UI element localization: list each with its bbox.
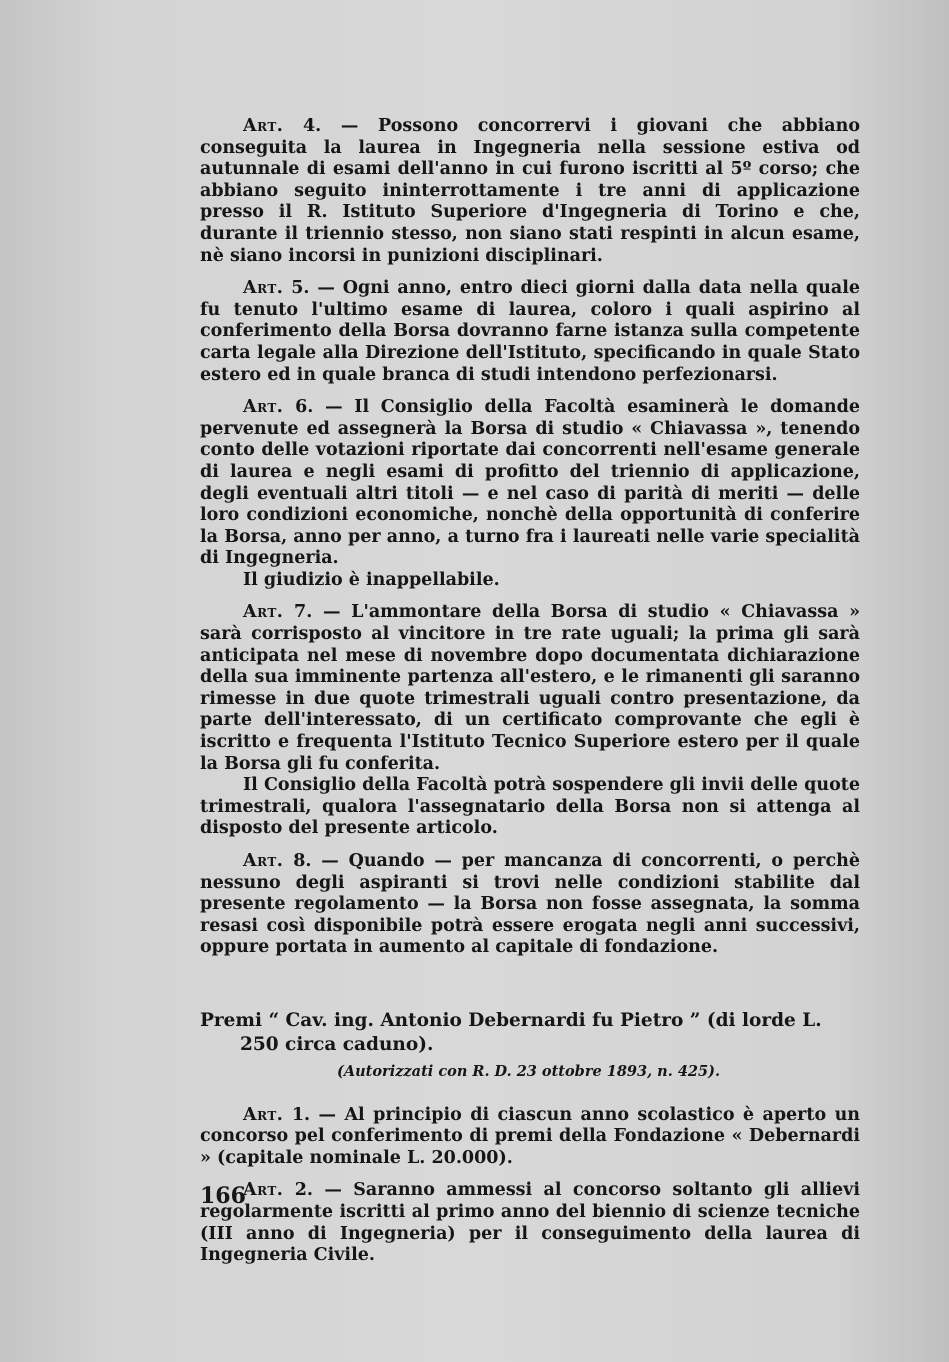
article-6-text: — Il Consiglio della Facoltà esaminerà le domande pervenute ed assegnerà la Borsa di studio « Chiavassa », tenendo conto delle votazioni riportate dai concorrenti nell'esame generale di laurea e negli esami di profitto del triennio di applicazione, degli eventuali altri titoli — e nel caso di parità di meriti — delle loro condizioni economiche, nonchè della opportunità di conferire la Borsa, anno per anno, a turno fra i laureati nelle varie specialità di Ingegneria. xyxy=(200,397,861,569)
article-8-label: Art. xyxy=(243,851,284,871)
section-article-1 xyxy=(200,1105,860,1170)
section-article-1-text: — Al principio di ciascun anno scolastico è aperto un concorso pel conferimento di premi della Fondazione « Debernardi » (capitale nominale L. 20.000). xyxy=(200,1104,861,1168)
article-8-text: — Quando — per mancanza di concorrenti, o perchè nessuno degli aspiranti si trovi nelle condizioni stabilite dal presente regolamento — la Borsa non fosse assegnata, la somma resasi così disponibile potrà essere erogata negli anni successivi, oppure portata in aumento al capitale di fondazione. xyxy=(200,851,860,958)
article-7-text: — L'ammontare della Borsa di studio « Chiavassa » sarà corrisposto al vincitore in tre rate uguali; la prima gli sarà anticipata nel mese di novembre dopo documentata dichiarazione della sua imminente partenza all'estero, e le rimanenti gli saranno rimesse in due quote trimestrali uguali contro presentazione, da parte dell'interessato, di un certificato comprovante che egli è iscritto e frequenta l'Istituto Tecnico Superiore estero per il quale la Borsa gli fu conferita. xyxy=(200,602,861,774)
section-authorization: (Autorizzati con R. D. 23 ottobre 1893, n. 425). xyxy=(337,1062,720,1080)
article-7-label: Art. xyxy=(243,602,284,623)
article-5-label: Art. xyxy=(243,278,284,299)
article-5-number: 5. xyxy=(291,278,310,299)
section-article-2-number: 2. xyxy=(294,1180,314,1201)
article-5 xyxy=(200,278,860,386)
article-6 xyxy=(200,397,860,570)
article-6-number: 6. xyxy=(295,397,314,418)
article-7-number: 7. xyxy=(294,602,313,623)
page-body xyxy=(200,116,860,1267)
article-7-paragraph-2: Il Consiglio della Facoltà potrà sospendere gli invii delle quote trimestrali, qualora l'assegnatario della Borsa non si attenga al disposto del presente articolo. xyxy=(200,775,860,839)
article-7 xyxy=(200,602,860,775)
article-6-verdict: Il giudizio è inappellabile. xyxy=(243,569,500,590)
article-6-label: Art. xyxy=(243,397,284,418)
section-article-2-label: Art. xyxy=(243,1180,284,1201)
section-article-1-label: Art. xyxy=(243,1104,284,1125)
article-5-text: — Ogni anno, entro dieci giorni dalla data nella quale fu tenuto l'ultimo esame di laurea, coloro i quali aspirino al conferimento della Borsa dovranno farne istanza sulla competente carta legale alla Direzione dell'Istituto, specificando in quale Stato estero ed in quale branca di studi intendono perfezionarsi. xyxy=(200,278,861,385)
article-4-label: Art. xyxy=(243,116,284,136)
article-4-number: 4. xyxy=(303,116,322,136)
article-4-text: — Possono concorrervi i giovani che abbiano conseguita la laurea in Ingegneria nella sessione estiva od autunnale di esami dell'anno in cui furono iscritti al 5º corso; che abbiano seguito ininterrottamente i tre anni di applicazione presso il R. Istituto Superiore d'Ingegneria di Torino e che, durante il triennio stesso, non siano stati respinti in alcun esame, nè siano incorsi in punizioni disciplinari. xyxy=(200,116,861,266)
article-8 xyxy=(200,851,860,959)
article-4 xyxy=(200,116,860,267)
section-article-2-text: — Saranno ammessi al concorso soltanto gli allievi regolarmente iscritti al primo anno del biennio di scienze tecniche (III anno di Ingegneria) per il conseguimento della laurea di Ingegneria Civile. xyxy=(200,1180,860,1266)
page-number: 166 xyxy=(200,1183,246,1209)
article-8-number: 8. xyxy=(293,851,312,871)
section-title: Premi “ Cav. ing. Antonio Debernardi fu Pietro ” (di lorde L. 250 circa caduno). xyxy=(200,1009,822,1055)
section-article-2 xyxy=(200,1180,860,1266)
section-article-1-number: 1. xyxy=(291,1104,311,1125)
